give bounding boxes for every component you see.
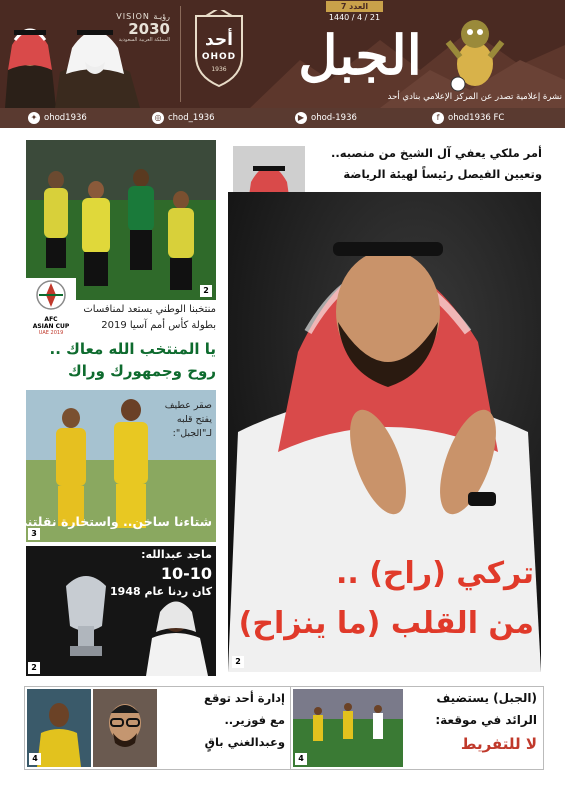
national-team-sub1: منتخبنا الوطني يستعد لمنافسات: [83, 304, 216, 315]
social-twitter[interactable]: [28, 111, 87, 125]
national-team-sub2: بطولة كأس أمم آسيا 2019: [101, 320, 216, 331]
social-facebook-text: ohod1936 FC: [448, 113, 505, 123]
youtube-icon: ▶: [295, 112, 307, 124]
bottom-right-photo: [293, 689, 403, 767]
vision-2030-logo: [110, 12, 170, 43]
masthead-title: الجبل: [298, 23, 422, 87]
instagram-icon: ◎: [152, 112, 164, 124]
page-number-badge: 3: [28, 528, 40, 540]
badge-asian-cup: ASIAN CUP: [32, 323, 70, 330]
bottom-right-l3: لا للتفريط: [460, 735, 537, 753]
afc-asian-cup-badge: [26, 278, 76, 340]
bottom-right-l2: الرائد في موقعة:: [435, 713, 537, 727]
majed-l2: 10-10: [160, 564, 212, 583]
top-story-line1: أمر ملكي يعفي آل الشيخ من منصبه..: [331, 146, 542, 160]
social-facebook[interactable]: [432, 111, 504, 125]
bottom-left-l2: مع فوزير..: [224, 713, 285, 727]
bottom-left-photo1: [27, 689, 91, 767]
social-youtube[interactable]: [295, 111, 357, 125]
training-scene: [26, 140, 216, 300]
bottom-left-l3: وعبدالغني باقٍ: [204, 735, 285, 749]
mascot-image: [440, 12, 510, 92]
saqr-l1: صقر عطيف: [164, 400, 212, 411]
issue-number: العدد 7: [326, 1, 383, 12]
social-youtube-text: ohod-1936: [311, 113, 357, 123]
main-cover-photo: [228, 192, 541, 672]
national-team-headline2: روح وجمهورك وراك: [68, 362, 216, 380]
facebook-icon: f: [432, 112, 444, 124]
majed-l3: كان ردنا عام 1948: [110, 585, 212, 598]
saqr-quote: شتاءنا ساخن.. واستخارة نقلتني: [14, 514, 212, 529]
saqr-l2: يفتح قلبه: [176, 414, 212, 425]
club-logo: [190, 10, 248, 88]
tagline: نشرة إعلامية تصدر عن المركز الإعلامي بنادي أحد: [387, 92, 562, 102]
page-number-badge: 2: [232, 656, 244, 668]
twitter-icon: ✦: [28, 112, 40, 124]
social-instagram-text: chod_1936: [168, 113, 215, 123]
header-divider: [180, 6, 181, 102]
turki-portrait: [228, 192, 541, 672]
badge-afc: AFC: [44, 316, 58, 323]
page-number-badge: 2: [200, 285, 212, 297]
vision-year: 2030: [128, 20, 170, 38]
badge-uae: UAE 2019: [38, 330, 64, 336]
bottom-left-l1: إدارة أحد توقع: [204, 691, 285, 705]
social-twitter-text: ohod1936: [44, 113, 87, 123]
club-name-en: OHOD: [201, 52, 237, 62]
bottom-right-l1: (الجبل) يستضيف: [436, 691, 537, 705]
vision-label: VISION: [116, 12, 150, 21]
club-year: 1936: [211, 66, 227, 73]
majed-l1: ماجد عبدالله:: [141, 548, 212, 561]
match-scene: [293, 689, 403, 767]
club-name-ar: أحد: [205, 30, 233, 50]
social-instagram[interactable]: [152, 111, 215, 125]
page-number-badge: 4: [295, 753, 307, 765]
national-team-photo: [26, 140, 216, 300]
vision-sub: المملكة العربية السعودية: [118, 37, 170, 43]
vision-label-ar: رؤيـة: [153, 12, 170, 21]
bottom-left-card: [24, 686, 292, 770]
bottom-right-card: [290, 686, 544, 770]
top-story-line2: وتعيين الفيصل رئيساً لهيئة الرياضة: [343, 167, 542, 181]
main-headline2: من القلب (ما ينزاح): [238, 606, 534, 641]
issue-date: 1440 / 4 / 21: [328, 13, 381, 22]
page-number-badge: 2: [28, 662, 40, 674]
national-team-headline1: يا المنتخب الله معاك ..: [49, 340, 216, 358]
social-bar: [0, 108, 565, 128]
bottom-left-photo2: [93, 689, 157, 767]
page-number-badge: 4: [29, 753, 41, 765]
man-photo: [93, 689, 157, 767]
saqr-l3: لـ"الجبل":: [172, 428, 212, 439]
asian-cup-trophy-icon: [26, 278, 76, 312]
main-headline1: تركي (راح) ..: [335, 556, 534, 591]
